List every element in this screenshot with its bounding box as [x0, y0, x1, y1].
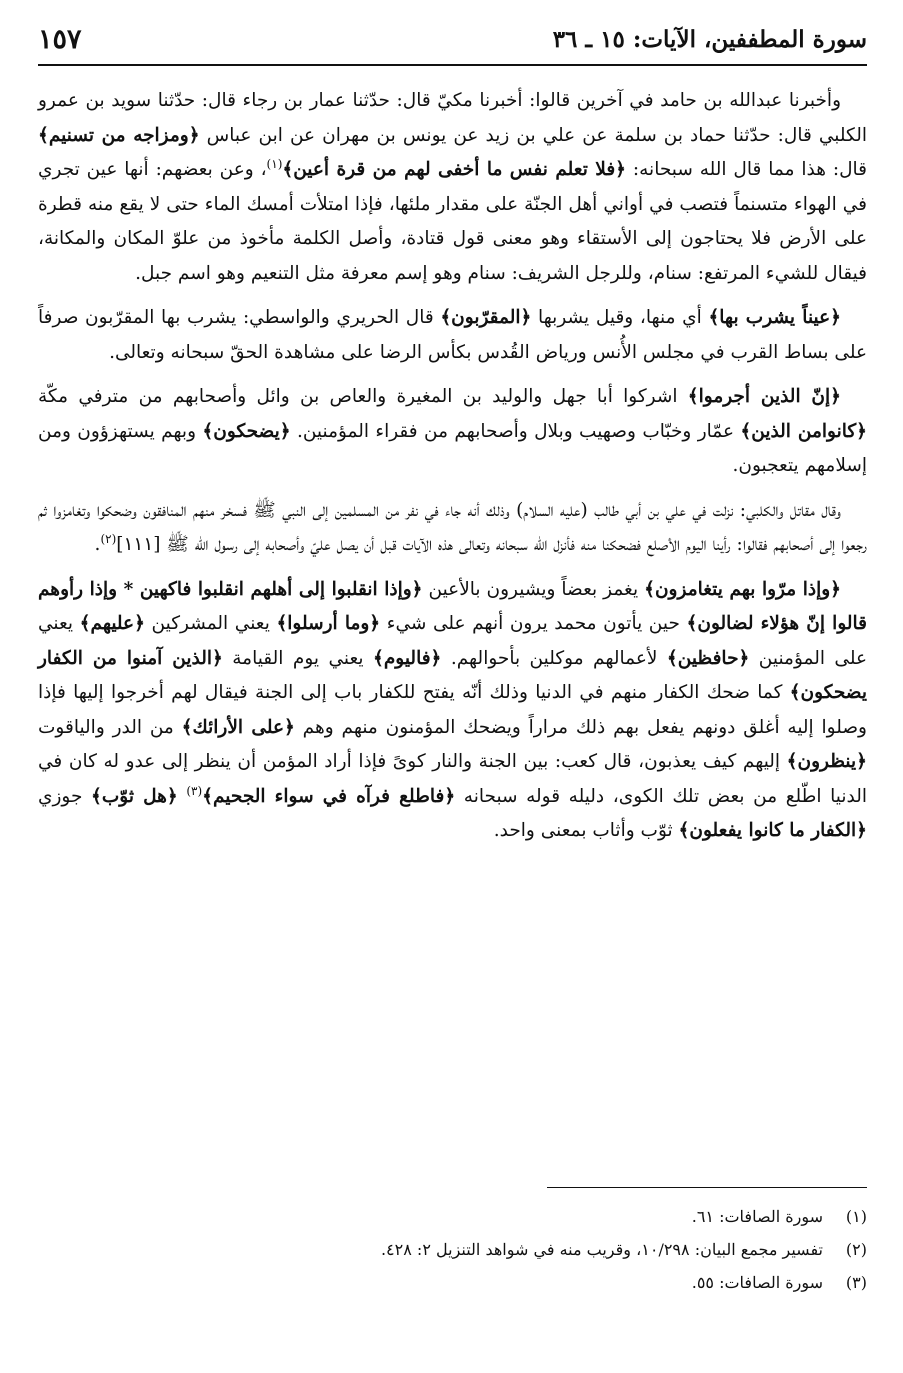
text-run: . [94, 534, 101, 555]
text-run: ثوّب وأثاب بمعنى واحد. [493, 820, 679, 841]
page-header [38, 18, 867, 66]
footnote [38, 1266, 867, 1299]
quran-quote: ﴿عليهم﴾ [79, 613, 145, 634]
footnote-ref: (١) [266, 156, 283, 171]
text-run: يعني المشركين [144, 613, 277, 634]
quran-quote: ﴿فاطلع فرآه في سواء الجحيم﴾ [202, 785, 456, 807]
text-run: لأعمالهم موكلين بأحوالهم. [441, 647, 667, 669]
footnote-number: (١) [845, 1207, 867, 1226]
footnotes [38, 1200, 867, 1299]
footnote-text: تفسير مجمع البيان: ١٠/٢٩٨، وقريب منه في شواهد التنزيل ٢: ٤٢٨. [380, 1240, 823, 1259]
quran-quote: ﴿إنّ الذين أجرموا﴾ [687, 386, 841, 407]
paragraph [38, 301, 867, 370]
text-run: يعني يوم القيامة [222, 647, 373, 669]
footnote-ref: (٣) [186, 783, 203, 798]
running-head: سورة المطففين، الآيات: ١٥ ـ ٣٦ [552, 26, 867, 53]
footnote-text: سورة الصافات: ٥٥. [691, 1273, 823, 1292]
quran-quote: ﴿عيناً يشرب بها﴾ [708, 307, 841, 328]
paragraph [38, 84, 867, 291]
quran-quote: ﴿هل ثوّب﴾ [91, 785, 178, 807]
quran-quote: ﴿الكفار ما كانوا يفعلون﴾ [678, 820, 867, 841]
text-run: عمّار وخبّاب وصهيب وبلال وأصحابهم من فقراء المؤمنين. [290, 420, 741, 442]
text-run: وقال مقاتل والكلبي: نزلت في علي بن أبي طالب (عليه السلام) وذلك أنه جاء في نفر من المسلمين إلى النبي ﷺ فسخر منهم المنافقون وضحكوا وتغامزوا ثم رجعوا إلى أصحابهم فقالوا: رأينا اليوم الأصلع فضحكنا منه فأنزل الله سبحانه وتعالى هذه الآيات قبل أن يصل عليّ وأصحابه إلى رسول الله ﷺ [١١١] [38, 499, 867, 555]
paragraph [38, 494, 867, 563]
quran-quote: ﴿فلا تعلم نفس ما أخفى لهم من قرة أعين﴾ [282, 159, 627, 180]
text-run: كما ضحك الكفار منهم في الدنيا وذلك أنّه يفتح للكفار باب إلى الجنة فيقال لهم أخرجوا إليها فإذا وصلوا إليه أغلق دونهم يفعل بهم ذلك مراراً ويضحك المؤمنون منهم وهم [38, 682, 867, 738]
page-number: ١٥٧ [38, 24, 82, 55]
quran-quote: ﴿ينظرون﴾ [786, 751, 867, 772]
text-run: جوزي [38, 785, 91, 807]
text-run: قال: هذا مما قال الله سبحانه: [626, 159, 867, 180]
quran-quote: ﴿ومزاجه من تسنيم﴾ [38, 124, 200, 146]
text-run: أي منها، وقيل يشربها [531, 307, 709, 328]
text-run: ، وعن بعضهم: أنها عين تجري في الهواء متسنماً فتصب في أواني أهل الجنّة على مقدار ملئها، فإذا امتلأت أمسك الماء حتى لا يقع منه قطرة على الأرض فلا يحتاجون إلى الأستقاء وهو معنى قول قتادة، وأصل الكلمة مأخوذ من علوّ المكان والمكانة، فيقال للشيء المرتفع: سنام، وللرجل الشريف: سنام وهو إسم معرفة مثل التنعيم وهو اسم جبل. [38, 159, 867, 284]
text-run: اشركوا أبا جهل والوليد بن المغيرة والعاص بن وائل وأصحابهم من مترفي مكّة [38, 386, 688, 407]
paragraph [38, 380, 867, 484]
footnote-number: (٣) [845, 1273, 867, 1292]
quran-quote: ﴿حافظين﴾ [666, 647, 750, 669]
text-run: يغمز بعضاً ويشيرون بالأعين [422, 578, 645, 600]
paragraph [38, 573, 867, 849]
footnote-ref: (٢) [100, 531, 117, 546]
quran-quote: ﴿وإذا مرّوا بهم يتغامزون﴾ [644, 578, 842, 600]
quran-quote: ﴿المقرّبون﴾ [440, 307, 532, 328]
text-run: يعني على المؤمنين [38, 613, 867, 669]
text-run: حين يأتون محمد يرون أنهم على شيء [380, 613, 687, 634]
quran-quote: ﴿وما أرسلوا﴾ [276, 613, 381, 634]
text-run: وبهم يستهزؤون ومن إسلامهم يتعجبون. [38, 420, 867, 476]
quran-quote: ﴿الذين آمنوا من الكفار يضحكون﴾ [38, 647, 867, 703]
text-run: قال الحريري والواسطي: يشرب بها المقرّبون صرفاً على بساط القرب في مجلس الأُنس ورياض القُدس بكأس الرضا على مشاهدة الحقّ سبحانه وتعالى. [38, 307, 867, 363]
quran-quote: ﴿على الأرائك﴾ [181, 716, 295, 738]
footnote [38, 1200, 867, 1233]
footnote-text: سورة الصافات: ٦١. [691, 1207, 823, 1226]
footnote-number: (٢) [845, 1240, 867, 1259]
body-text [38, 84, 867, 859]
quran-quote: ﴿فاليوم﴾ [373, 647, 442, 669]
footnote [38, 1233, 867, 1266]
text-run: من الدر والياقوت [38, 716, 182, 738]
quran-quote: ﴿كانوامن الذين﴾ [740, 420, 868, 442]
text-run: وأخبرنا عبدالله بن حامد في آخرين قالوا: أخبرنا مكيّ قال: حدّثنا عمار بن رجاء قال: حدّثنا سويد بن عمرو الكلبي قال: حدّثنا حماد بن سلمة عن علي بن زيد عن يونس بن مهران عن ابن عباس [38, 90, 867, 146]
text-run: إليهم كيف يعذبون، قال كعب: بين الجنة والنار كوىً فإذا أراد المؤمن أن ينظر إلى عدو له كان في الدنيا اطّلع من بعض تلك الكوى، دليله قوله سبحانه [38, 751, 867, 807]
quran-quote: ﴿يضحكون﴾ [202, 420, 291, 442]
footnote-divider [547, 1187, 867, 1188]
quran-quote: ﴿وإذا انقلبوا إلى أهلهم انقلبوا فاكهين * وإذا رأوهم قالوا إنّ هؤلاء لضالون﴾ [38, 578, 867, 634]
